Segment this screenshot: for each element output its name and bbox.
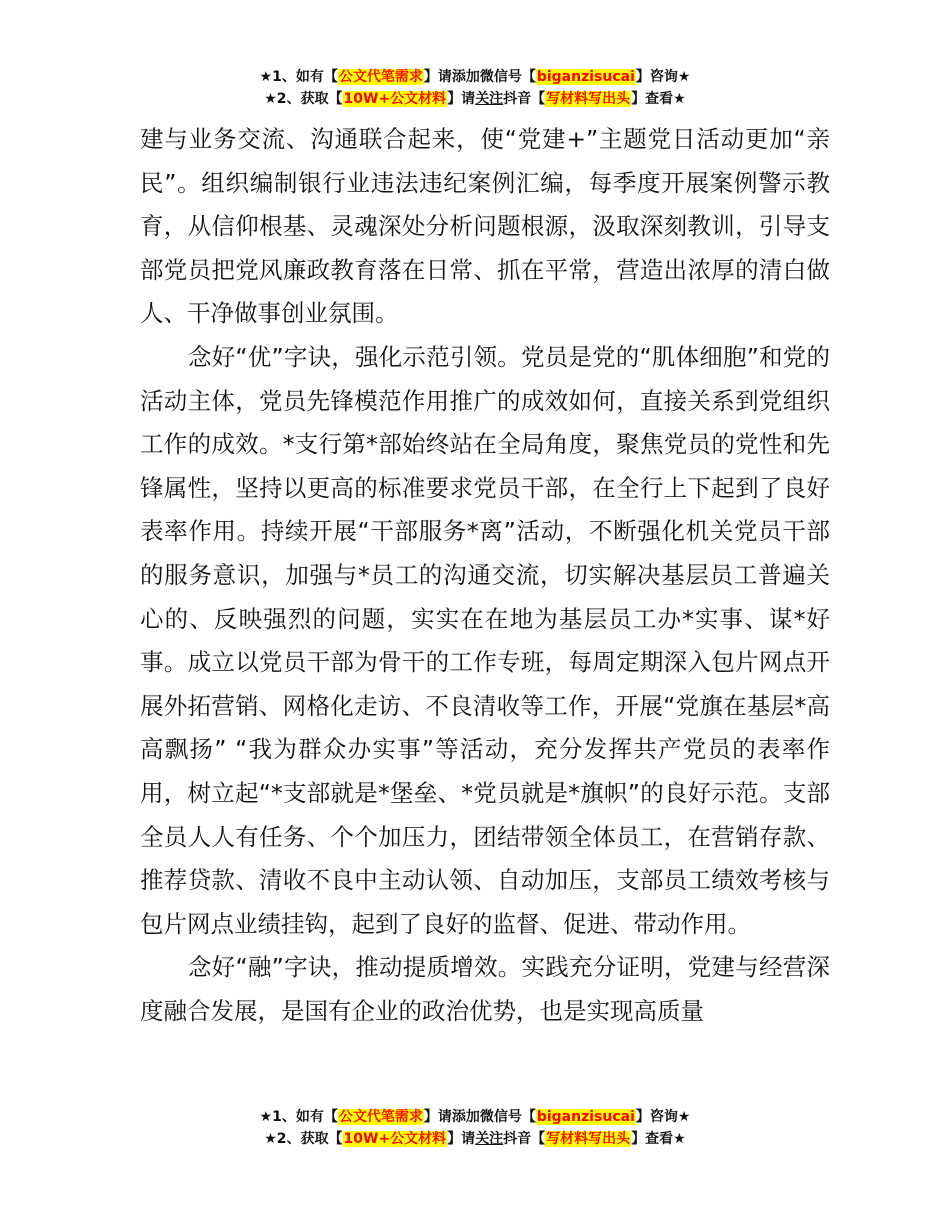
banner-line-2 (0, 88, 950, 110)
footer-banner (0, 1106, 950, 1150)
banner-text: ★1、如有【 (259, 69, 338, 85)
banner-text: ★2、获取【 (264, 1131, 343, 1147)
banner-text: 】咨询★ (635, 1109, 691, 1125)
header-banner (0, 66, 950, 110)
document-body (140, 118, 830, 1033)
banner-text: 】咨询★ (635, 69, 691, 85)
banner-line-1 (0, 1106, 950, 1128)
banner-text: 微信号【 (479, 1109, 536, 1125)
paragraph: 念好“优”字诀，强化示范引领。党员是党的“肌体细胞”和党的活动主体，党员先锋模范作用推广的成效如何，直接关系到党组织工作的成效。*支行第*部始终站在全局角度，聚焦党员的党性和先锋属性，坚持以更高的标准要求党员干部，在全行上下起到了良好表率作用。持续开展“干部服务*离”活动，不断强化机关党员干部的服务意识，加强与*员工的沟通交流，切实解决基层员工普遍关心的、反映强烈的问题，实实在在地为基层员工办*实事、谋*好事。成立以党员干部为骨干的工作专班，每周定期深入包片网点开展外拓营销、网格化走访、不良清收等工作，开展“党旗在基层*高高飘扬” “我为群众办实事”等活动，充分发挥共产党员的表率作用，树立起“*支部就是*堡垒、*党员就是*旗帜”的良好示范。支部全员人人有任务、个个加压力，团结带领全体员工，在营销存款、推荐贷款、清收不良中主动认领、自动加压，支部员工绩效考核与包片网点业绩挂钩，起到了良好的监督、促进、带动作用。 (140, 342, 830, 938)
banner-text: ★1、如有【 (259, 1109, 338, 1125)
banner-text: 】请 (423, 1109, 452, 1125)
banner-text: 】请 (447, 1131, 476, 1147)
banner-line-1 (0, 66, 950, 88)
paragraph: 建与业务交流、沟通联合起来，使“党建+”主题党日活动更加“亲民”。组织编制银行业违法违纪案例汇编，每季度开展案例警示教育，从信仰根基、灵魂深处分析问题根源，汲取深刻教训，引导支部党员把党风廉政教育落在日常、抓在平常，营造出浓厚的清白做人、干净做事创业氛围。 (140, 125, 830, 328)
banner-text: 】查看★ (631, 91, 686, 107)
banner-text: 抖音【 (503, 1131, 546, 1147)
highlight-wechat-id: biganzisucai (536, 69, 635, 85)
highlight-douyin-account: 写材料写出头 (546, 91, 631, 107)
highlight-materials: 10W+公文材料 (343, 91, 447, 107)
highlight-service: 公文代笔需求 (338, 1109, 423, 1125)
banner-emphasis: 添加 (451, 1109, 480, 1125)
highlight-douyin-account: 写材料写出头 (546, 1131, 631, 1147)
banner-emphasis: 关注 (475, 1131, 504, 1147)
banner-text: 】查看★ (631, 1131, 686, 1147)
banner-text: 】请 (423, 69, 452, 85)
banner-text: 】请 (447, 91, 476, 107)
banner-emphasis: 添加 (451, 69, 480, 85)
highlight-wechat-id: biganzisucai (536, 1109, 635, 1125)
highlight-service: 公文代笔需求 (338, 69, 423, 85)
banner-text: ★2、获取【 (264, 91, 343, 107)
banner-text: 抖音【 (503, 91, 546, 107)
highlight-materials: 10W+公文材料 (343, 1131, 447, 1147)
banner-emphasis: 关注 (475, 91, 504, 107)
banner-line-2 (0, 1128, 950, 1150)
paragraph: 念好“融”字诀，推动提质增效。实践充分证明，党建与经营深度融合发展，是国有企业的政治优势，也是实现高质量 (140, 953, 830, 1025)
banner-text: 微信号【 (479, 69, 536, 85)
